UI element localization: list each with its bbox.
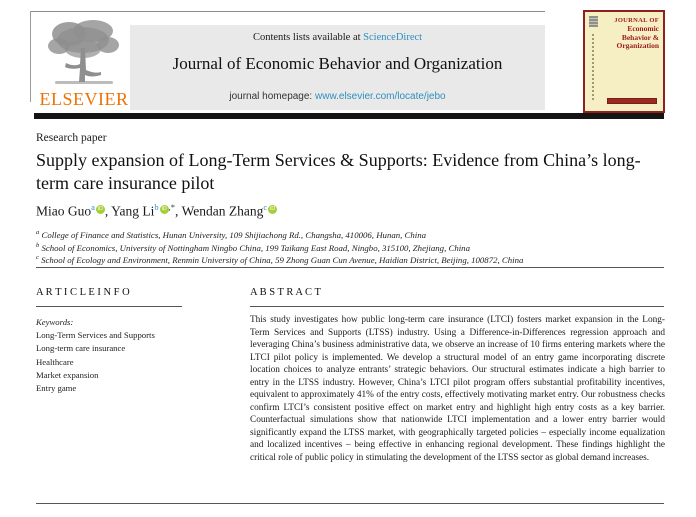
author-line (36, 202, 277, 220)
affiliation-row (36, 241, 523, 254)
affiliation-text: School of Ecology and Environment, Renmin University of China, 59 Zhong Guan Cun Avenue, Haidian District, Beijing, 100872, China (41, 255, 524, 266)
abstract-text: This study investigates how public long-term care insurance (LTCI) fosters market expansion in the Long-Term Services and Supports (LTSS) industry. Using a Difference-in-Differences regression approach and leveraging China’s business administrative data, we observe an increase of 10 firms entering markets where the LTCI pilot policy is implemented. We develop a structural model of an entry game incorporating discrete location choices to analyze entrants’ strategic behaviors. Our structural estimates indicate a high barrier to entry in the LTSS industry. However, China’s LTCI pilot program offers substantial profitability incentives, equivalent to approximately 41% of the entry costs, effectively motivating market entry. Our robustness checks confirm LTCI’s consistent positive effect on market entry and highlight high entry costs as a key barrier. Counterfactual simulations show that nationwide LTCI implementation and a lower entry barrier would significantly expand the LTSS market, with geographically targeted policies – especially income equalization and localized incentives – being effective in enhancing regional development. These findings highlight the critical role of public policy in stimulating the development of the LTSS sector as global demand increases. (250, 315, 665, 464)
cover-title-line: JOURNAL OF (614, 17, 659, 24)
header-divider-bar (34, 113, 664, 119)
orcid-icon[interactable]: iD (161, 206, 167, 212)
cover-spine-text (592, 34, 594, 102)
cover-title-line: Economic (627, 23, 659, 33)
header-top-rule (30, 11, 545, 12)
affiliations (36, 228, 523, 266)
author-name: Miao Guo (36, 203, 92, 219)
article-title: Supply expansion of Long-Term Services & Supports: Evidence from China’s long-term care insurance pilot (36, 150, 641, 193)
article-info-rule (36, 306, 182, 307)
article-type-label: Research paper (36, 132, 107, 144)
keyword-item: Market expansion (36, 369, 99, 380)
author-name: Yang Li (111, 203, 155, 219)
affiliation-sup: b (36, 241, 40, 249)
cover-emblem-icon (589, 16, 598, 27)
affiliation-text: College of Finance and Statistics, Hunan University, 109 Shijiachong Rd., Changsha, 410006, Hunan, China (41, 229, 427, 240)
article-info-heading: A R T I C L E I N F O (36, 287, 130, 298)
cover-title (614, 17, 659, 51)
header-left-rule (30, 11, 31, 102)
author-separator: , (175, 203, 182, 219)
keyword-item: Long-Term Services and Supports (36, 330, 155, 341)
keywords-block (36, 316, 155, 395)
journal-cover-thumbnail (583, 10, 665, 113)
elsevier-wordmark: ELSEVIER (39, 89, 129, 109)
keyword-item: Entry game (36, 383, 77, 394)
keyword-item: Long-term care insurance (36, 343, 126, 354)
cover-bottom-band (607, 98, 657, 104)
elsevier-logo (38, 18, 130, 110)
elsevier-tree-icon (45, 18, 123, 88)
author-suffix: ,* (168, 202, 176, 212)
homepage-url-link[interactable]: www.elsevier.com/locate/jebo (315, 91, 446, 102)
section-divider-rule (36, 267, 664, 268)
footer-rule (36, 503, 664, 504)
affiliation-text: School of Economics, University of Nottingham Ningbo China, 199 Taikang East Road, Ningbo, 315100, Zhejiang, China (41, 242, 470, 253)
contents-prefix: Contents lists available at (252, 32, 361, 43)
homepage-prefix: journal homepage: (229, 91, 313, 102)
cover-title-line: Organization (616, 41, 659, 51)
abstract-rule (250, 306, 664, 307)
abstract-heading: A B S T R A C T (250, 287, 321, 298)
author-affil-sup: b (154, 202, 159, 212)
cover-title-line: Behavior & (621, 32, 659, 42)
journal-header-box (130, 25, 545, 110)
affiliation-sup: a (36, 229, 40, 236)
orcid-icon[interactable]: iD (97, 206, 103, 212)
affiliation-row (36, 228, 523, 241)
keyword-item: Healthcare (36, 356, 74, 367)
keywords-label: Keywords: (36, 317, 74, 327)
journal-title: Journal of Economic Behavior and Organization (172, 54, 503, 73)
author-separator: , (104, 203, 112, 219)
orcid-icon[interactable]: iD (270, 206, 276, 212)
affiliation-sup: c (36, 254, 39, 262)
contents-line (130, 32, 545, 43)
affiliation-row (36, 253, 523, 266)
homepage-line (130, 91, 545, 102)
author-affil-sup: a (91, 202, 95, 212)
author-affil-sup: c (263, 202, 268, 212)
sciencedirect-link[interactable]: ScienceDirect (363, 32, 423, 43)
author-name: Wendan Zhang (181, 203, 264, 219)
